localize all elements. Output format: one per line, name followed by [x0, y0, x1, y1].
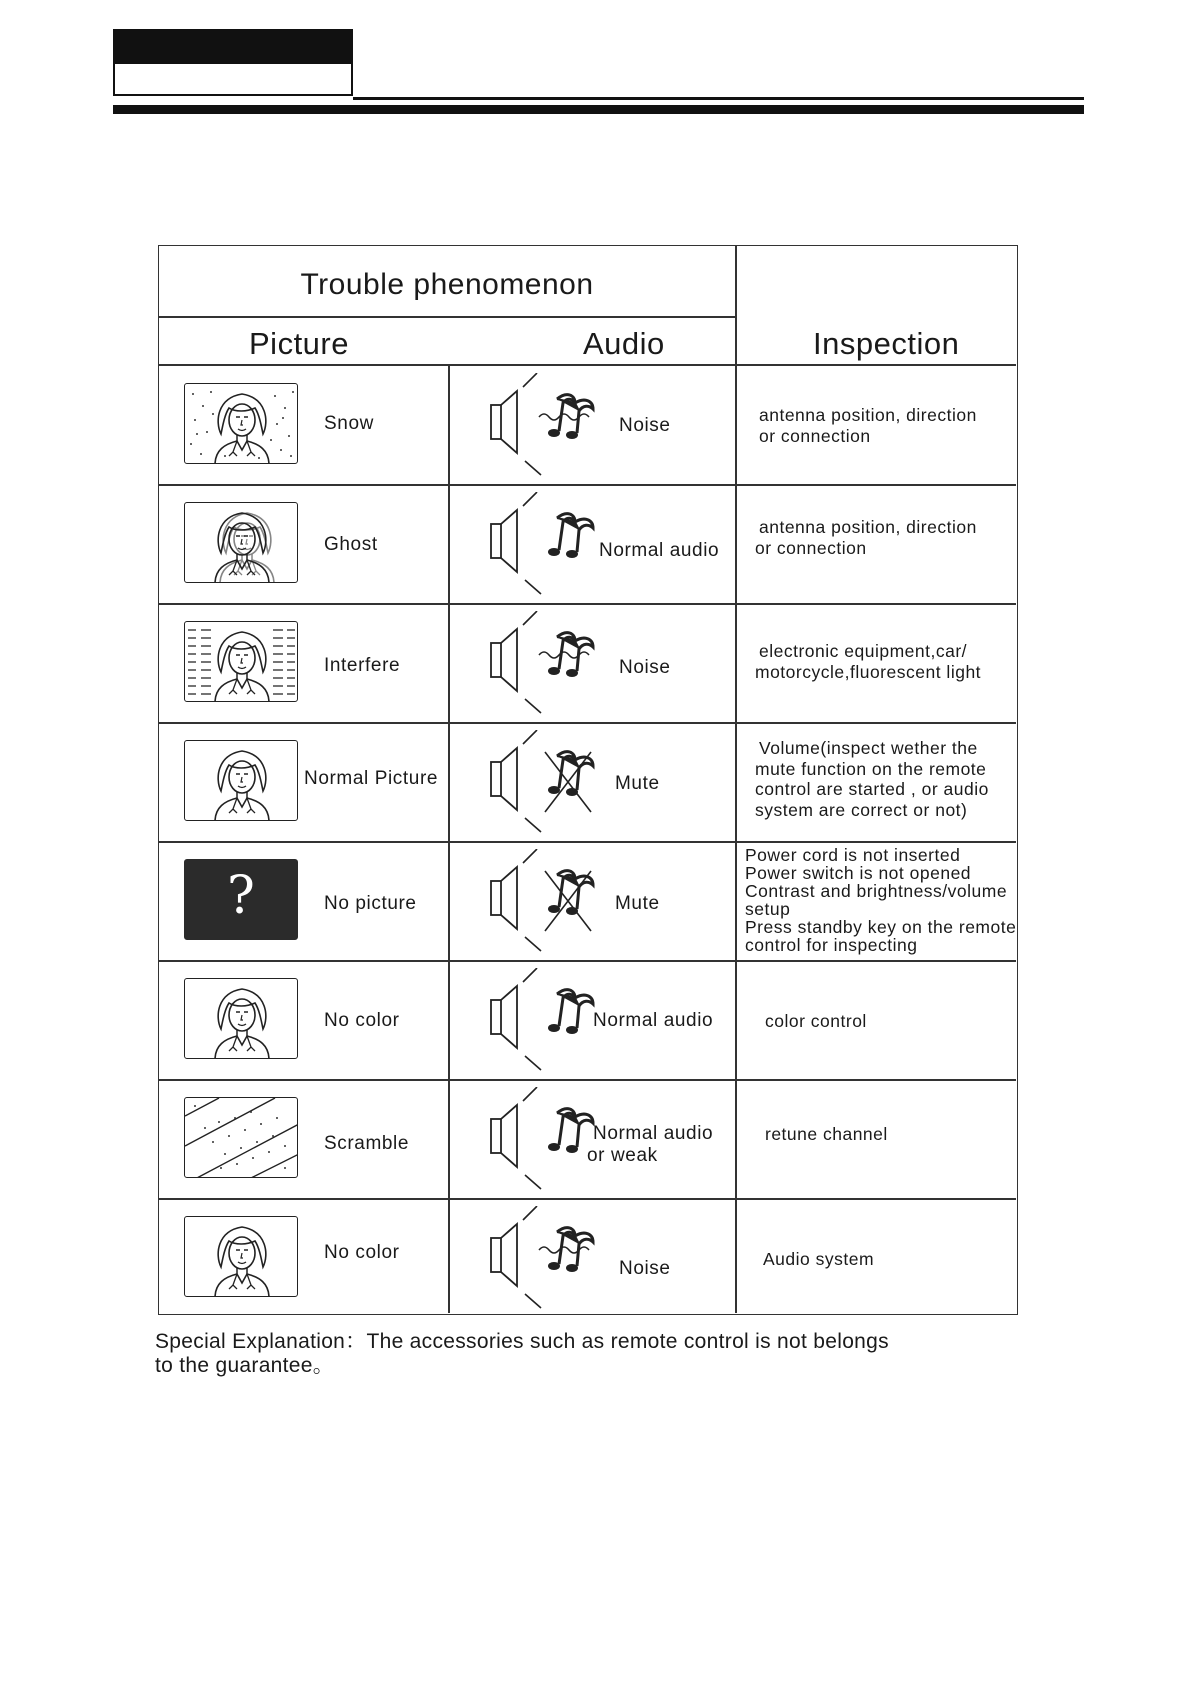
speaker-noise-icon: [479, 373, 619, 477]
normal-picture-icon: [184, 740, 298, 821]
header-audio: Audio: [583, 326, 665, 361]
table-row: [159, 603, 1016, 722]
audio-label: Noise: [619, 1258, 671, 1279]
table-divider: [159, 316, 735, 318]
ghost-picture-icon: [184, 502, 298, 583]
inspection-line: or connection: [755, 537, 867, 558]
troubleshooting-table: [158, 245, 1018, 1315]
audio-label: Noise: [619, 657, 671, 678]
speaker-normal-icon: [479, 492, 619, 596]
inspection-text: [759, 405, 977, 446]
inspection-line: color control: [765, 1011, 867, 1031]
audio-label-line: Normal audio: [593, 1123, 714, 1144]
inspection-line: antenna position, direction: [759, 405, 977, 425]
inspection-line: Audio system: [763, 1249, 875, 1269]
speaker-mute-icon: [479, 730, 619, 834]
picture-label: No color: [324, 1010, 400, 1031]
note-line: Special Explanation：The accessories such as remote control is not belongs: [155, 1330, 889, 1353]
table-row: [159, 1079, 1016, 1198]
table-row: [159, 1198, 1016, 1317]
inspection-line: mute function on the remote: [755, 758, 987, 779]
inspection-line: control are started , or audio: [755, 779, 989, 799]
inspection-line: control for inspecting: [745, 935, 918, 955]
inspection-line: system are correct or not): [755, 799, 968, 820]
inspection-line: electronic equipment,car/: [759, 641, 968, 661]
interfere-picture-icon: [184, 621, 298, 702]
picture-label: Snow: [324, 413, 374, 434]
speaker-noise-icon: [479, 611, 619, 715]
table-row: [159, 722, 1016, 841]
header-thick-rule: [113, 105, 1084, 114]
audio-label: Normal audio: [599, 540, 720, 561]
no-picture-icon: [184, 859, 298, 940]
inspection-text: [765, 1124, 888, 1145]
audio-label: Mute: [615, 773, 660, 794]
audio-label: [587, 1123, 713, 1167]
special-explanation-note: [155, 1330, 1055, 1378]
header-thin-rule: [353, 97, 1084, 100]
inspection-line: Press standby key on the remote: [745, 917, 1017, 937]
inspection-line: Power switch is not opened: [745, 863, 972, 883]
audio-label: Mute: [615, 893, 660, 914]
inspection-line: antenna position, direction: [759, 517, 977, 537]
table-row: [159, 841, 1016, 960]
header-inspection: Inspection: [813, 326, 960, 361]
inspection-line: Volume(inspect wether the: [759, 738, 978, 758]
speaker-mute-icon: [479, 849, 619, 953]
inspection-text: [765, 1011, 867, 1032]
speaker-noise-icon: [479, 1206, 619, 1310]
inspection-line: motorcycle,fluorescent light: [755, 661, 982, 682]
picture-label: Scramble: [324, 1133, 410, 1154]
picture-label: No picture: [324, 893, 417, 914]
table-row: [159, 484, 1016, 603]
header-picture: Picture: [249, 326, 349, 361]
table-row: [159, 960, 1016, 1079]
inspection-text: [755, 517, 977, 558]
header-trouble-phenomenon: Trouble phenomenon: [300, 268, 594, 301]
inspection-text: [763, 1249, 874, 1270]
header-white-tab: [113, 64, 353, 96]
header-black-tab: [113, 29, 353, 65]
inspection-line: setup: [745, 899, 791, 919]
picture-label: No color: [324, 1242, 400, 1263]
inspection-line: Contrast and brightness/volume: [745, 881, 1008, 901]
inspection-text: [755, 738, 989, 820]
audio-label: Normal audio: [593, 1010, 714, 1031]
picture-label: Interfere: [324, 655, 401, 676]
inspection-text: [745, 846, 1016, 954]
audio-label-line: or weak: [587, 1145, 658, 1166]
scramble-picture-icon: [184, 1097, 298, 1178]
inspection-text: [755, 641, 981, 682]
picture-label: Ghost: [324, 534, 378, 555]
inspection-line: Power cord is not inserted: [745, 845, 961, 865]
no-color-picture-icon: [184, 978, 298, 1059]
snow-picture-icon: [184, 383, 298, 464]
inspection-line: or connection: [759, 425, 871, 446]
picture-label: Normal Picture: [304, 768, 439, 789]
inspection-line: retune channel: [765, 1124, 888, 1144]
question-mark-icon: ?: [227, 866, 255, 926]
audio-label: Noise: [619, 415, 671, 436]
table-row: [159, 365, 1016, 484]
no-color-picture-icon: [184, 1216, 298, 1297]
note-line: to the guarantee。: [155, 1354, 335, 1377]
